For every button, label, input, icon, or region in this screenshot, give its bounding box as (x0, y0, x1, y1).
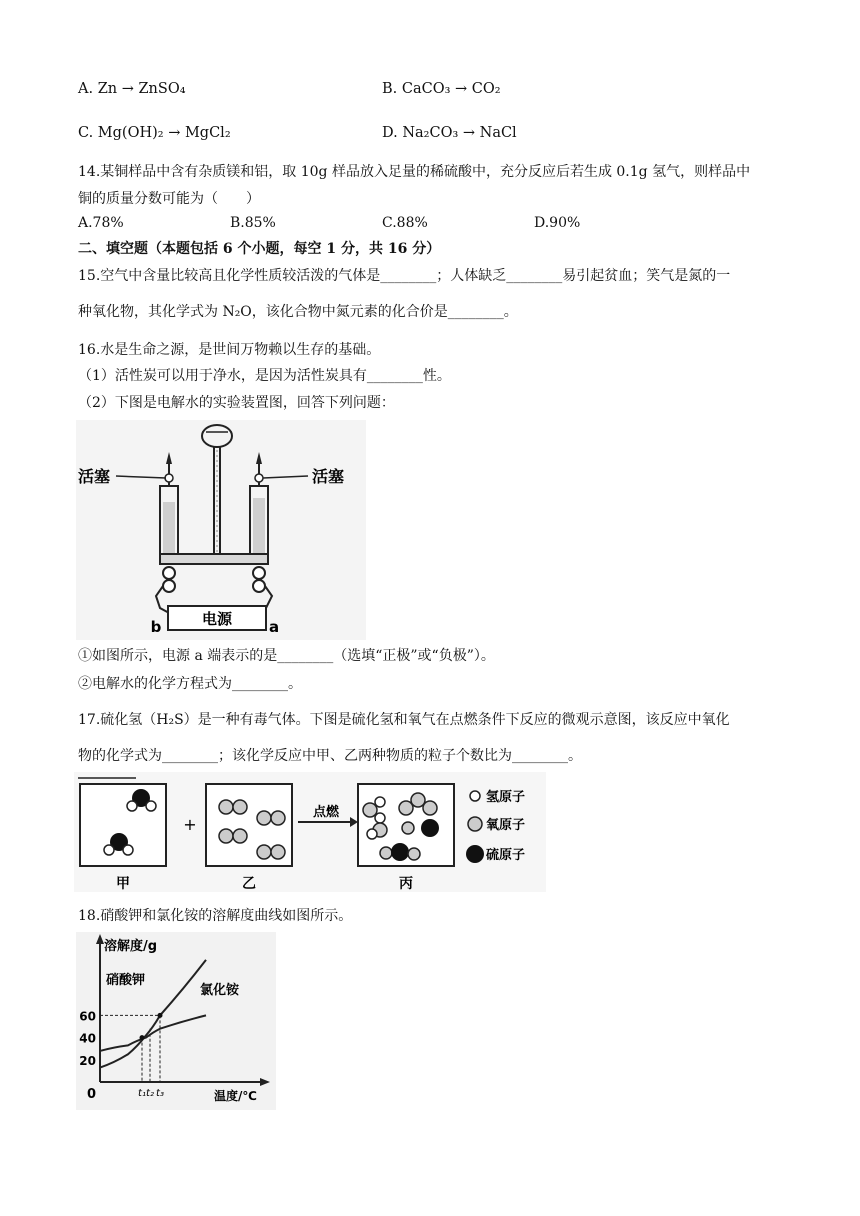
x-tick-label: t₃ (156, 1088, 164, 1099)
plus-sign: + (183, 815, 197, 834)
q16-part2: （2）下图是电解水的实验装置图，回答下列问题： (78, 395, 395, 411)
q14-option-b: B.85% (230, 215, 276, 231)
intersection-point (158, 1013, 163, 1018)
hydrogen-legend-marker (470, 791, 480, 801)
box1-label: 甲 (116, 876, 130, 892)
legend-oxygen: 氧原子 (486, 818, 526, 833)
y-tick-label: 20 (79, 1053, 96, 1068)
q16-stem: 16.水是生命之源，是世间万物赖以生存的基础。 (78, 342, 381, 358)
oxygen-legend-marker (468, 817, 482, 831)
reaction-micro-figure (74, 772, 546, 892)
left-stopcock (165, 474, 173, 482)
left-stopcock-label: 活塞 (78, 467, 111, 486)
q18-stem: 18.硝酸钾和氯化铵的溶解度曲线如图所示。 (78, 908, 353, 924)
origin-label: 0 (86, 1087, 96, 1102)
q13-option-d: D. Na₂CO₃ → NaCl (382, 125, 517, 141)
q16-part1: （1）活性炭可以用于净水，是因为活性炭具有________性。 (78, 368, 451, 384)
sulfur-legend-marker (466, 845, 484, 863)
q13-option-b: B. CaCO₃ → CO₂ (382, 81, 501, 97)
x-tick-label: t₁ (138, 1088, 146, 1099)
q17-line2: 物的化学式为________；该化学反应中甲、乙两种物质的粒子个数比为________。 (78, 748, 582, 764)
q14-stem-line1: 14.某铜样品中含有杂质镁和铝，取 10g 样品放入足量的稀硫酸中，充分反应后若生成 0.1g 氢气，则样品中 (78, 164, 751, 180)
y-tick-label: 60 (79, 1009, 96, 1024)
reactant-box-1 (80, 784, 166, 866)
right-stopcock (255, 474, 263, 482)
q14-stem-line2: 铜的质量分数可能为（ ） (78, 191, 260, 207)
y-axis-label: 溶解度/g (104, 939, 158, 954)
x-axis-label: 温度/℃ (214, 1089, 257, 1103)
legend-hydrogen: 氢原子 (486, 790, 526, 805)
q13-option-a: A. Zn → ZnSO₄ (78, 81, 186, 97)
ignite-label: 点燃 (312, 805, 340, 820)
q14-option-d: D.90% (534, 215, 581, 231)
x-tick-label: t₂ (146, 1088, 154, 1099)
q17-line1: 17.硫化氢（H₂S）是一种有毒气体。下图是硫化氢和氧气在点燃条件下反应的微观示意图，该反应中氧化 (78, 712, 730, 728)
legend-sulfur: 硫原子 (486, 848, 526, 863)
series-label-potassium-nitrate: 硝酸钾 (106, 973, 146, 988)
power-label: 电源 (201, 610, 233, 628)
electrolysis-apparatus-figure (76, 420, 366, 640)
terminal-a-label: a (268, 618, 280, 636)
q15-line2: 种氧化物，其化学式为 N₂O，该化合物中氮元素的化合价是________。 (78, 304, 518, 320)
y-tick-label: 40 (79, 1031, 96, 1046)
solubility-chart (76, 932, 276, 1110)
q16-sub2: ②电解水的化学方程式为________。 (78, 676, 302, 692)
series-label-ammonium-chloride: 氯化铵 (200, 983, 240, 998)
q15-line1: 15.空气中含量比较高且化学性质较活泼的气体是________；人体缺乏________易引起贫血；笑气是氮的一 (78, 268, 731, 284)
q16-sub1: ①如图所示，电源 a 端表示的是________（选填“正极”或“负极”）。 (78, 648, 495, 664)
q14-option-c: C.88% (382, 215, 428, 231)
q14-option-a: A.78% (78, 215, 124, 231)
connector-tube (160, 554, 268, 564)
intersection-point (140, 1035, 145, 1040)
right-stopcock-label: 活塞 (312, 467, 345, 486)
section-title: 二、填空题（本题包括 6 个小题，每空 1 分，共 16 分） (78, 241, 441, 257)
box2-label: 乙 (242, 876, 256, 892)
terminal-b-label: b (150, 618, 162, 636)
q13-option-c: C. Mg(OH)₂ → MgCl₂ (78, 125, 231, 141)
box3-label: 丙 (399, 876, 413, 892)
